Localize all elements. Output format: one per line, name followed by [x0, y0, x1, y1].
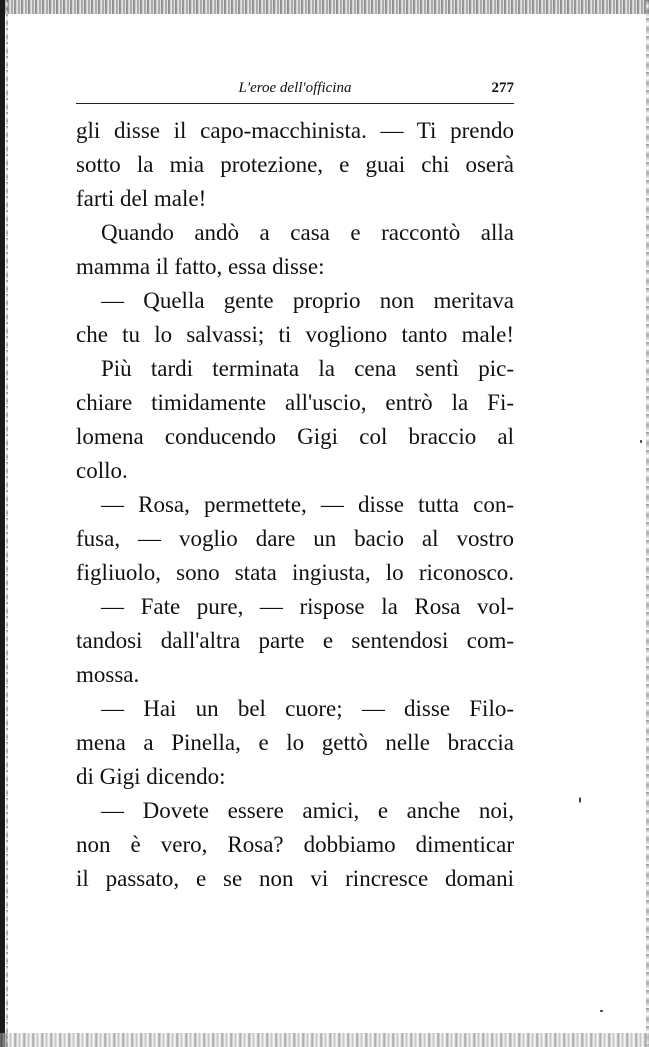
text-line: mamma il fatto, essa disse: [76, 254, 325, 279]
text-line: lomena conducendo Gigi col braccio al [76, 424, 514, 449]
text-line: Più tardi terminata la cena sentì pic- [101, 356, 514, 381]
text-line: figliuolo, sono stata ingiusta, lo riconosco. [76, 560, 514, 585]
text-line: che tu lo salvassi; ti vogliono tanto male! [76, 322, 514, 347]
scan-speck [579, 797, 581, 803]
text-line: non è vero, Rosa? dobbiamo dimenticar [76, 832, 514, 857]
scan-edge-left-speckle [6, 0, 8, 1047]
text-line: il passato, e se non vi rincresce domani [76, 866, 514, 891]
text-line: — Quella gente proprio non meritava [101, 288, 514, 313]
text-line: sotto la mia protezione, e guai chi oserà [76, 152, 514, 177]
text-line: — Hai un bel cuore; — disse Filo- [101, 696, 514, 721]
scan-edge-bottom [0, 1033, 649, 1047]
text-line: Quando andò a casa e raccontò alla [101, 220, 514, 245]
text-line: fusa, — voglio dare un bacio al vostro [76, 526, 514, 551]
text-line: farti del male! [76, 186, 207, 211]
scan-edge-left [0, 0, 5, 1047]
header-rule [76, 103, 514, 104]
text-line: collo. [76, 458, 128, 483]
running-head [76, 80, 514, 102]
text-line: tandosi dall'altra parte e sentendosi com- [76, 628, 514, 653]
text-line: di Gigi dicendo: [76, 764, 226, 789]
scan-edge-top [0, 0, 649, 14]
running-title: L'eroe dell'officina [238, 80, 352, 96]
text-line: — Dovete essere amici, e anche noi, [101, 798, 514, 823]
page-number: 277 [491, 80, 514, 96]
text-line: gli disse il capo-macchinista. — Ti prendo [76, 118, 514, 143]
text-line: mena a Pinella, e lo gettò nelle braccia [76, 730, 514, 755]
scan-speck [640, 440, 642, 443]
text-line: mossa. [76, 662, 140, 687]
scan-speck [600, 1010, 603, 1012]
body-text [76, 114, 514, 896]
text-line: — Rosa, permettete, — disse tutta con- [101, 492, 514, 517]
text-line: chiare timidamente all'uscio, entrò la Fi- [76, 390, 514, 415]
text-line: — Fate pure, — rispose la Rosa vol- [101, 594, 514, 619]
